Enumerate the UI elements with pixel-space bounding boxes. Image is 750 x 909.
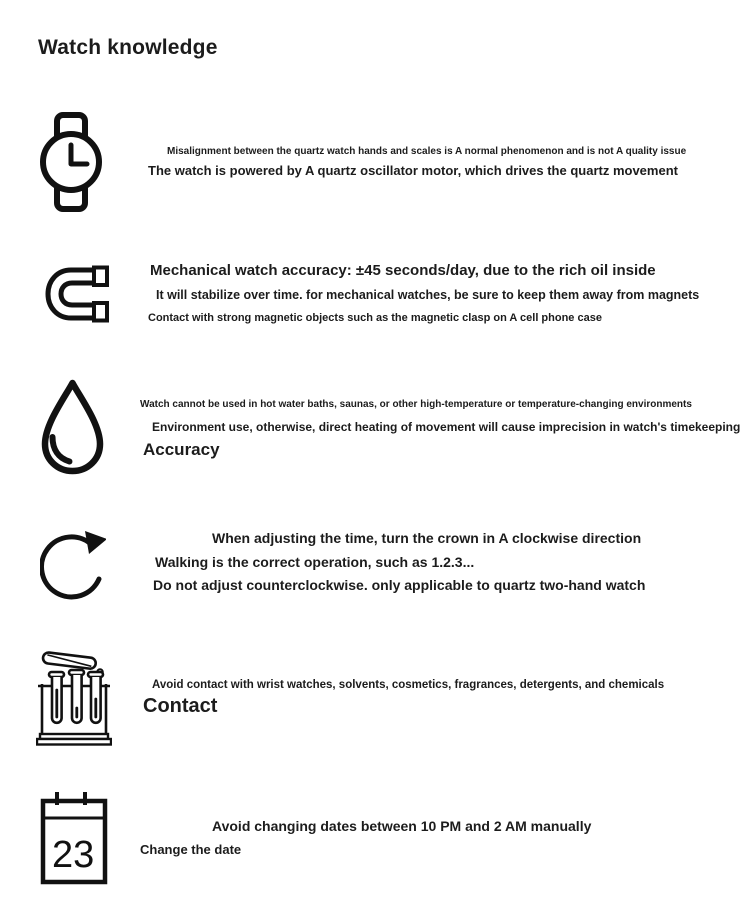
- date-note-sub: Change the date: [140, 842, 242, 857]
- crown-note-1: When adjusting the time, turn the crown in A clockwise direction: [212, 530, 642, 546]
- water-drop-icon: [38, 378, 107, 478]
- accuracy-heading: Accuracy: [143, 440, 220, 459]
- calendar-icon: [40, 791, 108, 885]
- contact-heading: Contact: [143, 695, 218, 717]
- chemical-note-small: Avoid contact with wrist watches, solvents, cosmetics, fragrances, detergents, and chemicals: [152, 679, 665, 691]
- wristwatch-icon: [40, 112, 102, 212]
- temperature-note-small: Watch cannot be used in hot water baths, saunas, or other high-temperature or temperature-changing environments: [140, 399, 692, 410]
- calendar-day-number: 23: [52, 834, 95, 876]
- magnet-note-headline: Mechanical watch accuracy: ±45 seconds/day, due to the rich oil inside: [150, 262, 656, 279]
- test-tubes-icon: [36, 646, 112, 746]
- clockwise-rotation-icon: [40, 522, 106, 610]
- crown-note-2: Walking is the correct operation, such as 1.2.3...: [155, 554, 475, 570]
- page-title: Watch knowledge: [38, 36, 218, 59]
- quartz-note-small: Misalignment between the quartz watch hands and scales is A normal phenomenon and is not A quality issue: [167, 146, 687, 157]
- temperature-note-sub: Environment use, otherwise, direct heating of movement will cause imprecision in watch's timekeeping: [152, 420, 741, 434]
- magnet-note-sub: It will stabilize over time. for mechanical watches, be sure to keep them away from magnets: [156, 288, 700, 302]
- date-note-main: Avoid changing dates between 10 PM and 2 AM manually: [212, 818, 592, 834]
- quartz-note-main: The watch is powered by A quartz oscillator motor, which drives the quartz movement: [148, 163, 678, 178]
- magnet-note-small: Contact with strong magnetic objects such as the magnetic clasp on A cell phone case: [148, 312, 602, 324]
- magnet-icon: [43, 265, 111, 323]
- crown-note-3: Do not adjust counterclockwise. only applicable to quartz two-hand watch: [153, 577, 646, 593]
